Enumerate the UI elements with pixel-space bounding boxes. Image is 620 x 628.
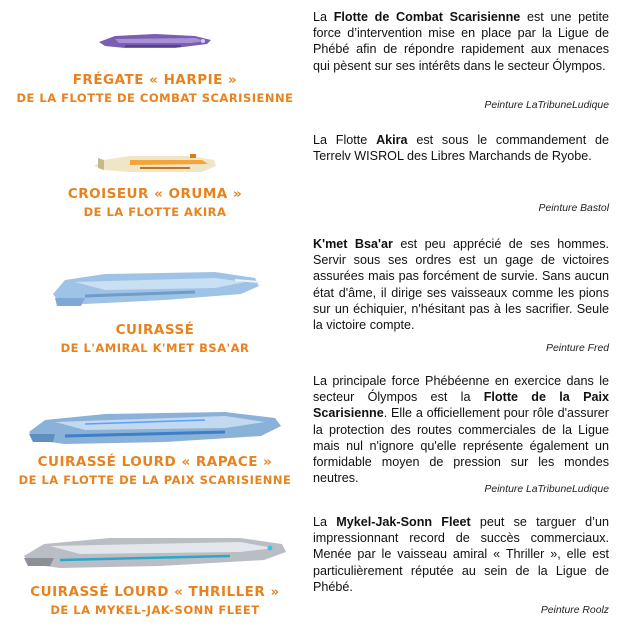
text-run: est peu apprécié de ses hommes. Servir sous ses ordres est un gage de victoires assurées mais pas forcément de survie. Sans aucun état d'âme, il dirige ses vaisseaux comme les pions sur un échiquier, n'hésitant pas à les sacrifier. Seule la victoire compte.: [313, 237, 609, 333]
text-run: est sous le commandement de Terrelv WISROL des Libres Marchands de Ryobe.: [313, 133, 609, 164]
blue-heavy-battleship-ship-image: [0, 404, 310, 454]
entry-text: [313, 514, 609, 595]
bold-run: K'met Bsa'ar: [313, 237, 393, 251]
caption-title: CUIRASSÉ: [115, 322, 195, 338]
purple-frigate-ship-image: [0, 30, 310, 60]
text-run: est une petite force d’intervention mise en place par la Ligue de Phébé afin de répondre rapidement aux menaces qui pèsent sur ses intérêts dans le secteur Ólympos.: [313, 10, 609, 73]
caption-title: FRÉGATE « HARPIE »: [72, 72, 238, 88]
caption-subtitle: DE L'AMIRAL K'MET BSA'AR: [60, 341, 250, 355]
caption-title: CUIRASSÉ LOURD « THRILLER »: [30, 584, 280, 600]
bold-run: Flotte de Combat Scarisienne: [333, 10, 521, 24]
entry-text: [313, 9, 609, 74]
credit: Peinture LaTribuneLudique: [484, 484, 609, 495]
credit: Peinture LaTribuneLudique: [484, 100, 609, 111]
entry-text: [313, 236, 609, 333]
text-run: . Elle a officiellement pour rôle d'assurer la protection des routes commerciales de la Ligue mais nul n'ignore qu'elle représente également un formidable moyen de pression sur les mondes neutres.: [313, 406, 609, 486]
entry-text: [313, 373, 609, 486]
bold-run: Mykel-Jak-Sonn Fleet: [336, 515, 471, 529]
text-run: La Flotte: [313, 133, 377, 147]
bold-run: Akira: [376, 133, 408, 147]
text-run: peut se targuer d’un impressionnant record de succès commerciaux. Menée par le vaisseau amiral « Thriller », elle est particulièrement réputée au sein de la Ligue de Phébé.: [313, 515, 609, 594]
caption-subtitle: DE LA FLOTTE DE LA PAIX SCARISIENNE: [18, 473, 292, 487]
entry-text: [313, 132, 609, 164]
cream-orange-cruiser-ship-image: [0, 148, 310, 178]
text-run: La: [313, 10, 334, 24]
blue-battleship-ship-image: [0, 260, 310, 315]
text-run: La: [313, 515, 337, 529]
credit: Peinture Bastol: [538, 203, 609, 214]
bold-run: Flotte de la Paix Scarisienne: [313, 390, 609, 421]
caption-title: CUIRASSÉ LOURD « RAPACE »: [37, 454, 273, 470]
credit: Peinture Roolz: [540, 605, 609, 616]
caption-subtitle: DE LA FLOTTE AKIRA: [83, 205, 227, 219]
text-run: La principale force Phébéenne en exercice dans le secteur Ólympos est la: [313, 374, 609, 405]
caption-subtitle: DE LA MYKEL-JAK-SONN FLEET: [50, 603, 260, 617]
grey-heavy-battleship-ship-image: [0, 530, 310, 578]
credit: Peinture Fred: [546, 343, 609, 354]
caption-subtitle: DE LA FLOTTE DE COMBAT SCARISIENNE: [16, 91, 294, 105]
caption-title: CROISEUR « ORUMA »: [67, 186, 243, 202]
